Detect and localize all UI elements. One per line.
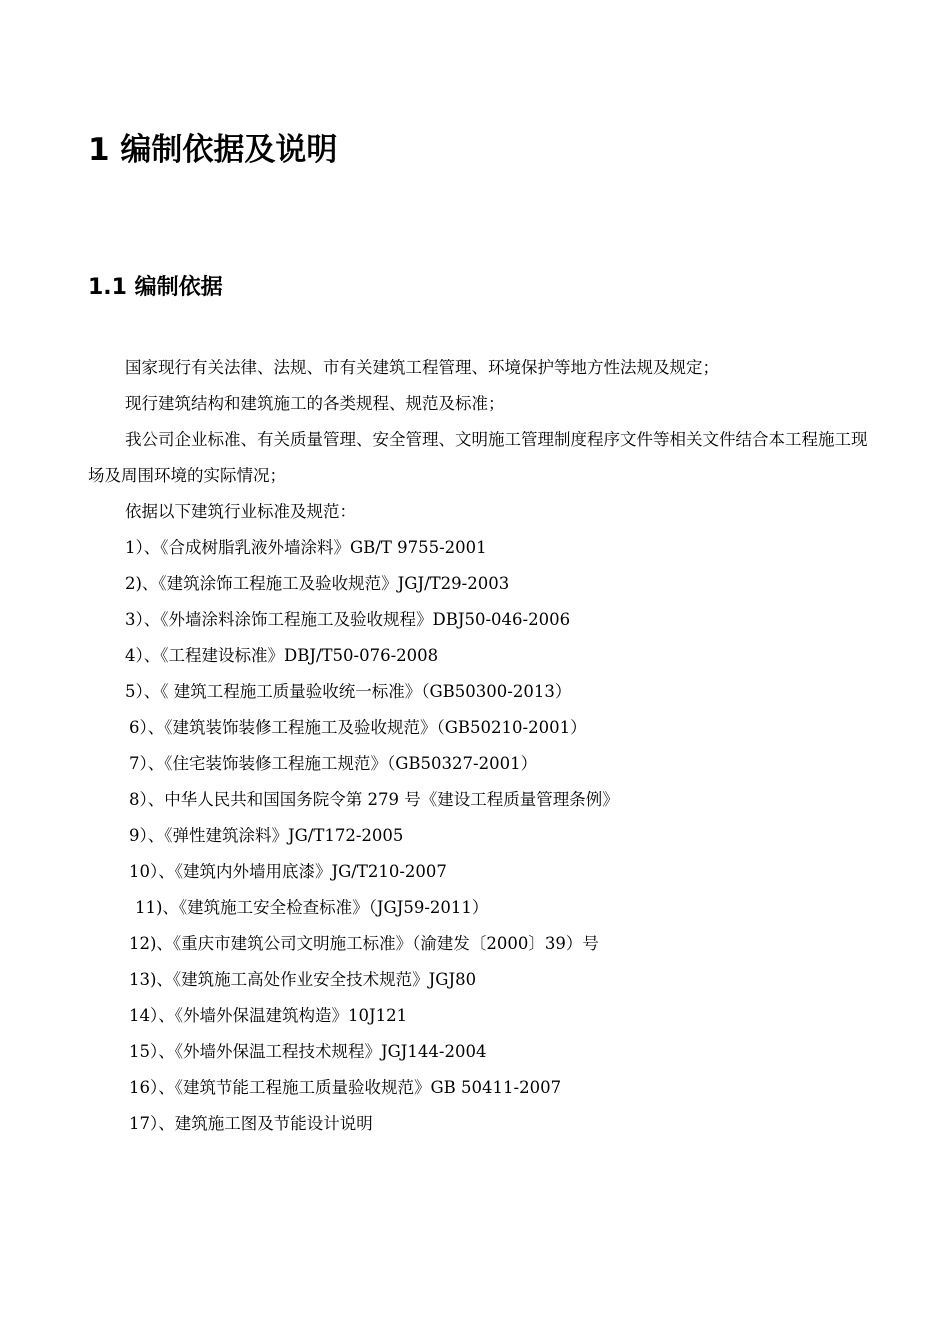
list-item: 14）、《外墙外保温建筑构造》10J121 xyxy=(129,1006,408,1025)
list-item: 3）、《外墙涂料涂饰工程施工及验收规程》DBJ50-046-2006 xyxy=(125,610,571,629)
list-item: 1）、《合成树脂乳液外墙涂料》GB/T 9755-2001 xyxy=(125,538,487,557)
list-item: 15）、《外墙外保温工程技术规程》JGJ144-2004 xyxy=(129,1042,487,1061)
paragraph-standards: 现行建筑结构和建筑施工的各类规程、规范及标准； xyxy=(125,394,505,413)
paragraph-company-standards: 我公司企业标准、有关质量管理、安全管理、文明施工管理制度程序文件等相关文件结合本工程施工现场及周围环境的实际情况； xyxy=(88,430,868,485)
list-item: 4）、《工程建设标准》DBJ/T50-076-2008 xyxy=(125,646,439,665)
list-item: 2)、《建筑涂饰工程施工及验收规范》JGJ/T29-2003 xyxy=(125,574,510,593)
list-item: 12)、《重庆市建筑公司文明施工标准》（渝建发〔2000〕39）号 xyxy=(129,934,599,953)
list-item: 10）、《建筑内外墙用底漆》JG/T210-2007 xyxy=(129,862,447,881)
list-item: 9）、《弹性建筑涂料》JG/T172-2005 xyxy=(129,826,404,845)
list-item: 11)、《建筑施工安全检查标准》（JGJ59-2011） xyxy=(135,898,489,917)
list-item: 17）、建筑施工图及节能设计说明 xyxy=(129,1114,373,1133)
paragraph-list-intro: 依据以下建筑行业标准及规范： xyxy=(125,502,356,521)
list-item: 13)、《建筑施工高处作业安全技术规范》JGJ80 xyxy=(129,970,477,989)
list-item: 8）、中华人民共和国国务院令第 279 号《建设工程质量管理条例》 xyxy=(129,790,619,809)
list-item: 7）、《住宅装饰装修工程施工规范》（GB50327-2001） xyxy=(129,754,538,773)
section-body xyxy=(88,350,868,1142)
chapter-heading: 1 编制依据及说明 xyxy=(88,132,338,168)
list-item: 6）、《建筑装饰装修工程施工及验收规范》（GB50210-2001） xyxy=(129,718,587,737)
paragraph-laws: 国家现行有关法律、法规、市有关建筑工程管理、环境保护等地方性法规及规定； xyxy=(125,358,719,377)
list-item: 16）、《建筑节能工程施工质量验收规范》GB 50411-2007 xyxy=(129,1078,562,1097)
list-item: 5）、《 建筑工程施工质量验收统一标准》（GB50300-2013） xyxy=(125,682,572,701)
section-heading: 1.1 编制依据 xyxy=(88,275,223,300)
